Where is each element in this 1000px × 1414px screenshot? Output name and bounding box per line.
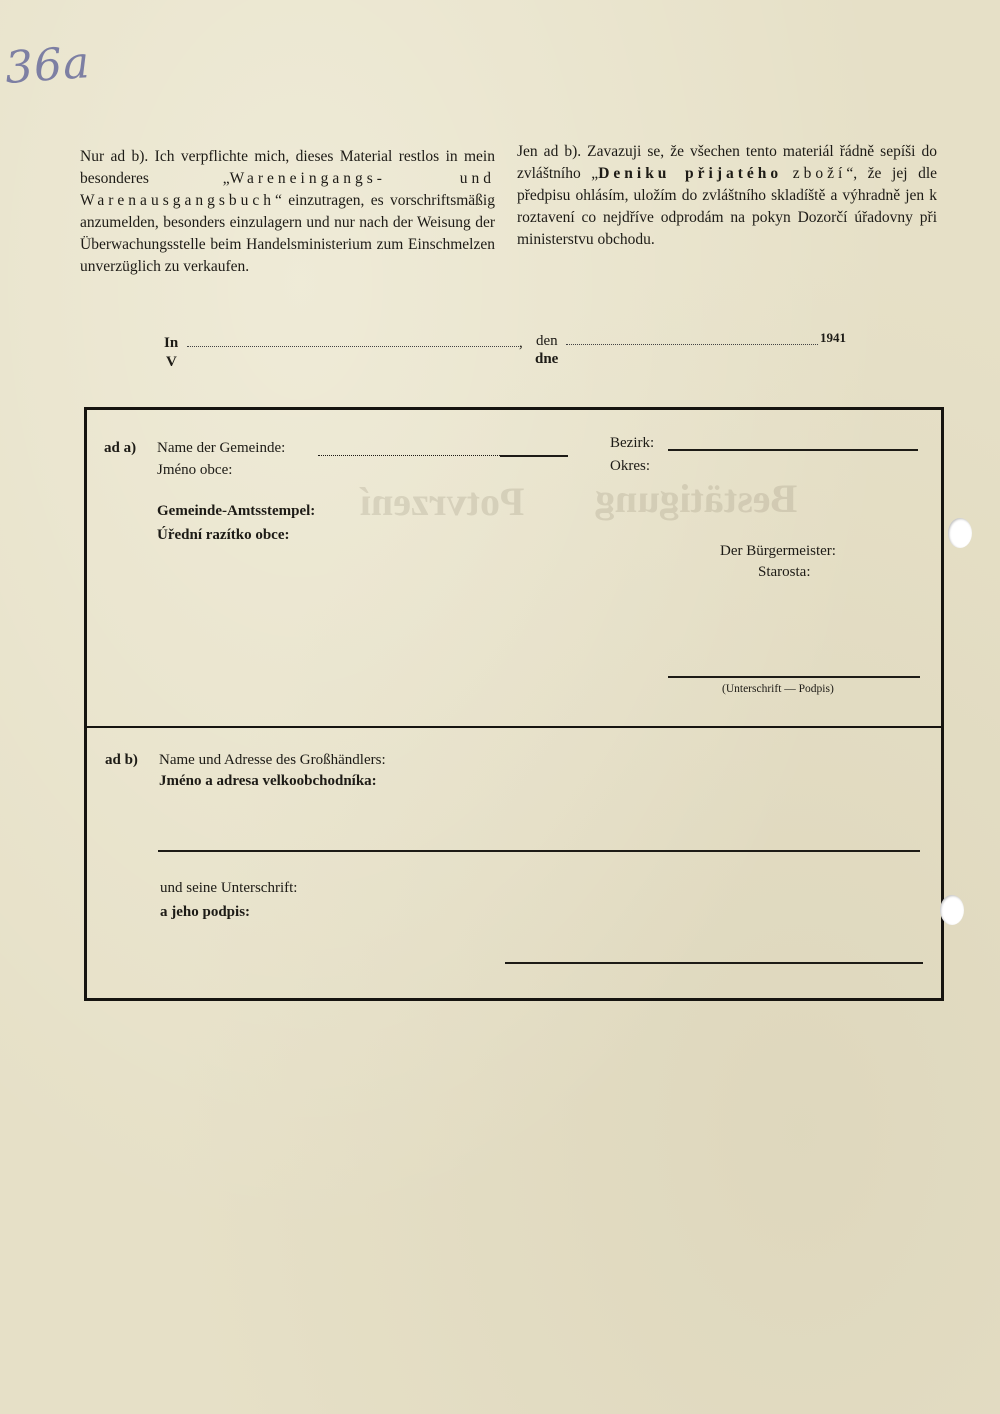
district-label-de: Bezirk: — [610, 435, 655, 451]
year-printed: 1941 — [820, 330, 846, 345]
declaration-czech-spaced-1: Deniku přijatého — [598, 165, 783, 182]
stamp-label-cz: Úřední razítko obce: — [157, 527, 290, 543]
declaration-german-text-1: Nur ad b). Ich verpflichte mich, dieses Material restlos in mein besonderes „ — [80, 148, 495, 187]
declaration-german — [80, 146, 495, 278]
date-label-de: den — [536, 333, 558, 349]
municipality-field-underline — [500, 455, 568, 457]
place-field[interactable] — [187, 331, 519, 347]
place-label-de: In — [164, 335, 179, 351]
date-label-cz: dne — [535, 351, 559, 367]
stamp-area[interactable] — [157, 548, 447, 718]
municipality-field[interactable] — [318, 441, 568, 456]
municipality-label-de: Name der Gemeinde: — [157, 440, 286, 456]
wholesaler-label-cz: Jméno a adresa velkoobchodníka: — [159, 773, 377, 789]
declaration-czech-text-3: “, že jej dle předpisu ohlásím, uložím do zvláštního skladíště a výhradně jen k roztavení co nejdříve odprodám na pokyn Dozorčí úřadovny při ministerstvu obchodu. — [517, 165, 938, 248]
section-b-marker: ad b) — [105, 752, 138, 768]
district-field[interactable] — [668, 434, 918, 451]
mayor-label-de: Der Bürgermeister: — [720, 543, 836, 559]
place-label-cz: V — [166, 354, 177, 370]
declaration-german-text-2 — [386, 170, 460, 187]
wholesaler-signature-label-cz: a jeho podpis: — [160, 904, 251, 920]
stamp-label-de: Gemeinde-Amtsstempel: — [157, 503, 316, 519]
punch-hole-lower — [940, 895, 964, 925]
section-a-marker: ad a) — [104, 440, 137, 456]
wholesaler-signature-field[interactable] — [505, 930, 923, 964]
declaration-czech-text-2 — [782, 165, 793, 182]
declaration-german-text-3: “ einzutragen, es vorschriftsmäßig anzumelden, besonders einzulagern und nur nach der Weisung der Überwachungsstelle beim Handelsministerium zum Einschmelzen unverzüglich zu verkaufen. — [80, 192, 495, 275]
signature-caption: (Unterschrift — Podpis) — [722, 683, 834, 695]
section-divider — [84, 726, 941, 728]
mayor-label-cz: Starosta: — [758, 564, 811, 580]
date-field[interactable] — [566, 329, 818, 345]
declaration-czech-text-1: Jen ad b). Zavazuji se, že všechen tento materiál řádně sepíši do zvláštního „ — [517, 143, 937, 182]
declaration-czech — [517, 141, 937, 251]
declaration-czech-spaced-2: zboží — [792, 165, 847, 182]
municipality-label-cz: Jméno obce: — [157, 462, 233, 478]
wholesaler-field[interactable] — [158, 794, 920, 852]
show-through-heading-cz: Potvrzení — [360, 479, 525, 524]
declaration-german-spaced-2: und Warenausgangsbuch — [80, 170, 496, 209]
district-label-cz: Okres: — [610, 458, 650, 474]
wholesaler-signature-label-de: und seine Unterschrift: — [160, 880, 298, 896]
declaration-german-spaced-1: Wareneingangs- — [229, 170, 386, 187]
archive-mark: 36a — [3, 37, 92, 94]
mayor-signature-field[interactable] — [668, 664, 920, 678]
show-through-heading-de: Bestätigung — [595, 476, 798, 521]
wholesaler-label-de: Name und Adresse des Großhändlers: — [159, 752, 386, 768]
punch-hole-upper — [948, 518, 972, 548]
place-comma: , — [519, 335, 523, 351]
